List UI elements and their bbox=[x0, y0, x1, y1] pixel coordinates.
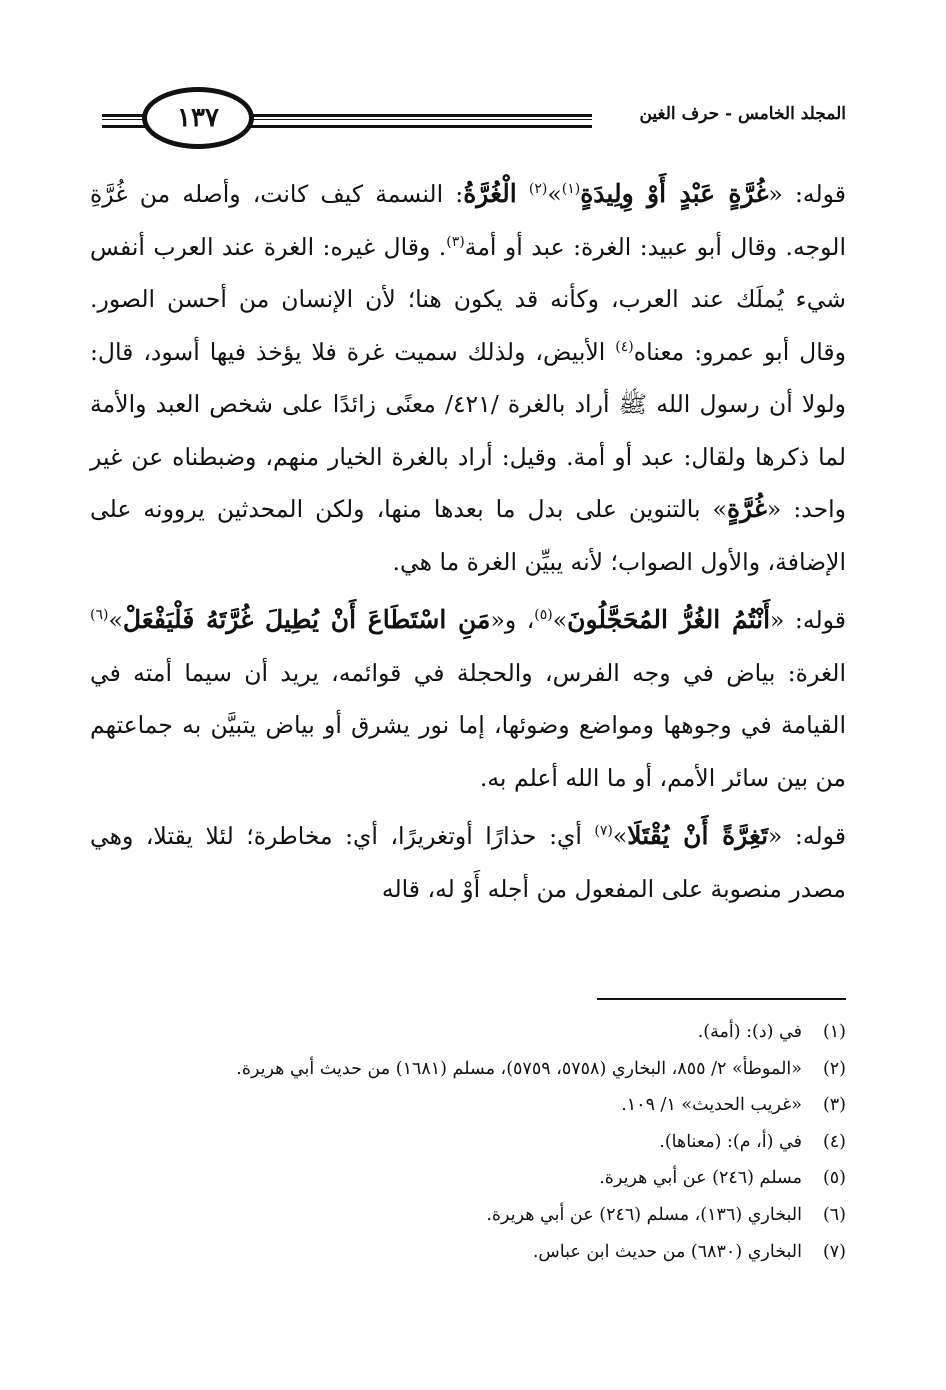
main-text bbox=[90, 168, 846, 915]
text-run: » bbox=[108, 606, 123, 634]
text-run: الأبيض، ولذلك سميت غرة فلا يؤخذ فيها أسود، قال: ولولا أن رسول الله ﷺ أراد بالغرة /٤٢١/ معنًى زائدًا على شخص العبد والأمة لما ذكرها ولقال: عبد أو أمة. وقيل: أراد بالغرة الخيار منهم، وضبطناه عن غير واحد: « bbox=[90, 337, 846, 523]
footnote-number: (٥) bbox=[822, 1168, 846, 1189]
hadith-lemma: الْغُرَّةُ bbox=[463, 179, 517, 208]
footnote-ref: (٧) bbox=[594, 823, 613, 840]
paragraph bbox=[90, 594, 846, 804]
text-run: . وقال غيره: الغرة عند العرب أنفس شيء يُملَك عند العرب، وكأنه قد يكون هنا؛ لأن الإنسان من أحسن الصور. وقال أبو عمرو: معناه bbox=[90, 232, 846, 366]
footnotes bbox=[90, 1014, 846, 1270]
text-run: قوله: « bbox=[768, 180, 846, 208]
text-run: قوله: « bbox=[770, 606, 846, 634]
footnote-ref: (٦) bbox=[90, 607, 109, 624]
hadith-lemma: مَنِ اسْتَطَاعَ أَنْ يُطِيلَ غُرَّتَهُ فَلْيَفْعَلْ bbox=[122, 605, 491, 634]
footnote-number: (٧) bbox=[822, 1241, 846, 1262]
hadith-lemma: تَغِرَّةً أَنْ يُقْتَلَا bbox=[627, 821, 769, 850]
footnote-text: «غريب الحديث» ١/ ١٠٩. bbox=[621, 1095, 802, 1116]
text-run: : النسمة كيف كانت، وأصله من غُرَّةِ الوجه. وقال أبو عبيد: الغرة: عبد أو أمة bbox=[90, 180, 846, 261]
page-header bbox=[100, 86, 848, 166]
footnote-number: (٣) bbox=[822, 1095, 846, 1116]
footnote-text: البخاري (١٣٦)، مسلم (٢٤٦) عن أبي هريرة. bbox=[486, 1204, 802, 1225]
footnote bbox=[90, 1087, 846, 1124]
footnote-text: «الموطأ» ٢/ ٨٥٥، البخاري (٥٧٥٨، ٥٧٥٩)، مسلم (١٦٨١) من حديث أبي هريرة. bbox=[236, 1058, 802, 1079]
text-run: الغرة: بياض في وجه الفرس، والحجلة في قوائمه، يريد أن سيما أمته في القيامة في وجوهها ومواضع وضوئها، إما نور يشرق أو بياض يتبيَّن به جماعتهم من بين سائر الأمم، أو ما الله أعلم به. bbox=[90, 658, 846, 792]
text-run: قوله: « bbox=[768, 822, 846, 850]
header-rule-right bbox=[212, 114, 592, 128]
footnote-number: (٢) bbox=[822, 1058, 846, 1079]
footnote-ref: (٣) bbox=[446, 233, 465, 250]
paragraph bbox=[90, 168, 846, 588]
footnote bbox=[90, 1160, 846, 1197]
page-number-badge bbox=[142, 87, 254, 149]
page-number: ١٣٧ bbox=[177, 103, 219, 133]
text-run: أي: حذارًا أوتغريرًا، أي: مخاطرة؛ لئلا يقتلا، وهي مصدر منصوبة على المفعول من أجله أَوْ له، قاله bbox=[90, 822, 846, 903]
footnote-separator bbox=[597, 998, 846, 1000]
footnote bbox=[90, 1124, 846, 1161]
footnote-ref: (٢) bbox=[528, 181, 548, 198]
text-run: » bbox=[547, 180, 562, 208]
hadith-lemma: أَنْتُمُ الغُرُّ المُحَجَّلُونَ bbox=[567, 605, 771, 634]
text-run bbox=[517, 180, 529, 208]
footnote-text: في (أ، م): (معناها). bbox=[659, 1131, 802, 1152]
hadith-lemma: غُرَّةٍ عَبْدٍ أَوْ وِلِيدَةٍ bbox=[580, 179, 769, 208]
text-run: ، و« bbox=[490, 606, 535, 634]
footnote-text: مسلم (٢٤٦) عن أبي هريرة. bbox=[599, 1168, 802, 1189]
footnote-number: (٦) bbox=[822, 1204, 846, 1225]
paragraph bbox=[90, 810, 846, 915]
footnote bbox=[90, 1014, 846, 1051]
footnote bbox=[90, 1234, 846, 1271]
footnote bbox=[90, 1197, 846, 1234]
footnote-text: في (د): (أمة). bbox=[697, 1022, 802, 1042]
footnote-ref: (٥) bbox=[534, 607, 553, 624]
footnote-ref: (١) bbox=[561, 181, 581, 198]
footnote-ref: (٤) bbox=[615, 338, 634, 355]
footnote bbox=[90, 1051, 846, 1088]
text-run: » bbox=[612, 822, 628, 850]
text-run: » بالتنوين على بدل ما بعدها منها، ولكن المحدثين يروونه على الإضافة، والأول الصواب؛ لأنه يبيِّن الغرة ما هي. bbox=[90, 495, 846, 576]
footnote-text: البخاري (٦٨٣٠) من حديث ابن عباس. bbox=[532, 1241, 802, 1262]
running-title: المجلد الخامس - حرف الغين bbox=[639, 104, 846, 124]
footnote-number: (٤) bbox=[822, 1131, 846, 1152]
footnote-number: (١) bbox=[822, 1022, 846, 1042]
hadith-lemma: غُرَّةٍ bbox=[726, 494, 767, 523]
text-run: » bbox=[552, 606, 568, 634]
